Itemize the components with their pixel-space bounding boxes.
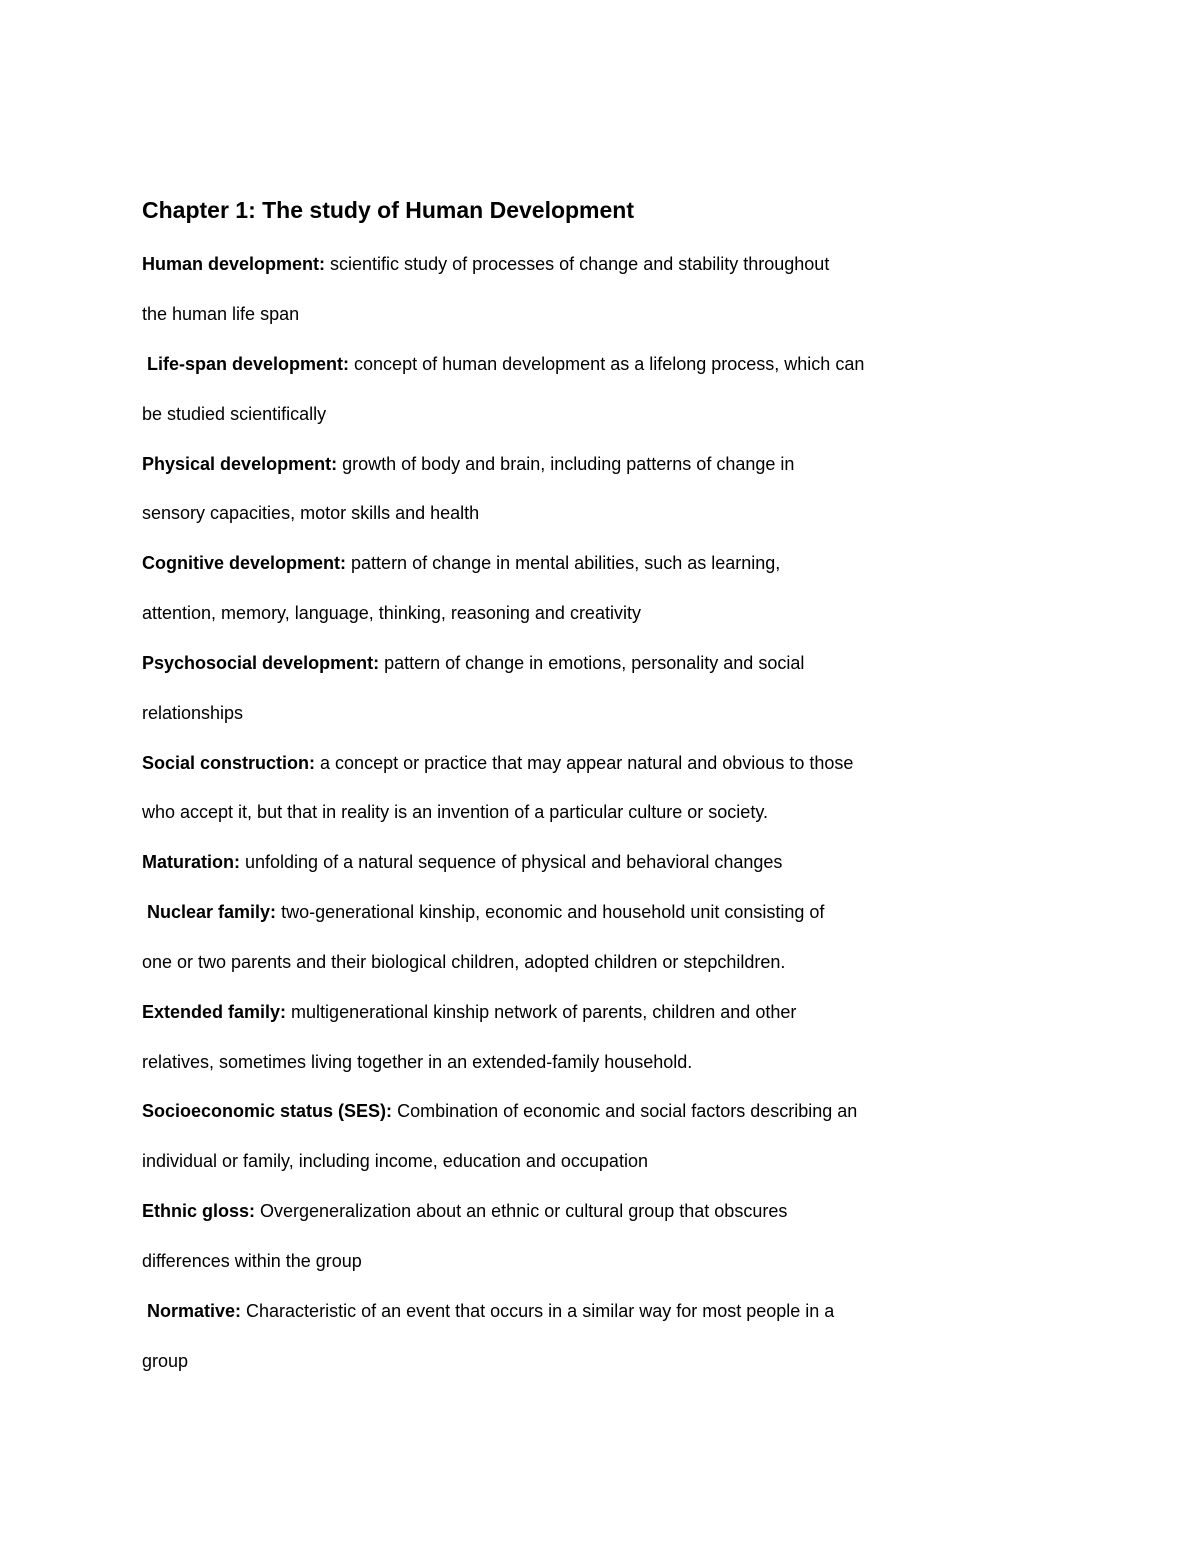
definition-continuation: one or two parents and their biological children, adopted children or stepchildren. xyxy=(142,952,786,972)
definition-text: Combination of economic and social factors describing an xyxy=(392,1101,858,1121)
definition-social-construction xyxy=(142,750,853,776)
definition-maturation xyxy=(142,849,782,875)
chapter-title: Chapter 1: The study of Human Development xyxy=(142,197,635,223)
term-label: Extended family: xyxy=(142,1002,287,1022)
definition-physical-development xyxy=(142,451,794,477)
definition-continuation: relatives, sometimes living together in an extended-family household. xyxy=(142,1052,693,1072)
definition-psychosocial-development xyxy=(142,650,804,676)
definition-continuation: relationships xyxy=(142,703,244,723)
definition-continuation: sensory capacities, motor skills and health xyxy=(142,503,480,523)
term-label: Maturation: xyxy=(142,852,240,872)
definition-continuation: individual or family, including income, education and occupation xyxy=(142,1151,648,1171)
definition-extended-family xyxy=(142,999,796,1025)
definition-text: a concept or practice that may appear natural and obvious to those xyxy=(315,753,854,773)
definition-continuation: who accept it, but that in reality is an invention of a particular culture or society. xyxy=(142,802,768,822)
definition-continuation: attention, memory, language, thinking, reasoning and creativity xyxy=(142,603,641,623)
definition-continuation: be studied scientifically xyxy=(142,404,327,424)
definition-text: concept of human development as a lifelong process, which can xyxy=(349,354,865,374)
term-label: Nuclear family: xyxy=(147,902,277,922)
definition-continuation: differences within the group xyxy=(142,1251,362,1271)
definition-text: unfolding of a natural sequence of physical and behavioral changes xyxy=(240,852,783,872)
term-label: Cognitive development: xyxy=(142,553,347,573)
definition-ethnic-gloss xyxy=(142,1198,787,1224)
definition-text: two-generational kinship, economic and household unit consisting of xyxy=(276,902,825,922)
definition-text: growth of body and brain, including patterns of change in xyxy=(337,454,795,474)
term-label: Social construction: xyxy=(142,753,316,773)
definition-continuation: group xyxy=(142,1351,189,1371)
definition-normative xyxy=(147,1298,834,1324)
definition-continuation: the human life span xyxy=(142,304,300,324)
term-label: Psychosocial development: xyxy=(142,653,380,673)
definition-text: scientific study of processes of change and stability throughout xyxy=(325,254,830,274)
term-label: Socioeconomic status (SES): xyxy=(142,1101,393,1121)
term-label: Ethnic gloss: xyxy=(142,1201,256,1221)
term-label: Normative: xyxy=(147,1301,242,1321)
definition-nuclear-family xyxy=(147,899,824,925)
term-label: Life-span development: xyxy=(147,354,350,374)
definition-text: pattern of change in emotions, personality and social xyxy=(379,653,805,673)
term-label: Physical development: xyxy=(142,454,338,474)
definition-human-development xyxy=(142,251,829,277)
definition-cognitive-development xyxy=(142,550,780,576)
definition-text: pattern of change in mental abilities, such as learning, xyxy=(346,553,781,573)
term-label: Human development: xyxy=(142,254,326,274)
definition-text: Characteristic of an event that occurs in a similar way for most people in a xyxy=(241,1301,835,1321)
definition-life-span-development xyxy=(147,351,864,377)
definition-socioeconomic-status xyxy=(142,1098,857,1124)
definition-text: Overgeneralization about an ethnic or cultural group that obscures xyxy=(255,1201,788,1221)
definition-text: multigenerational kinship network of parents, children and other xyxy=(286,1002,797,1022)
